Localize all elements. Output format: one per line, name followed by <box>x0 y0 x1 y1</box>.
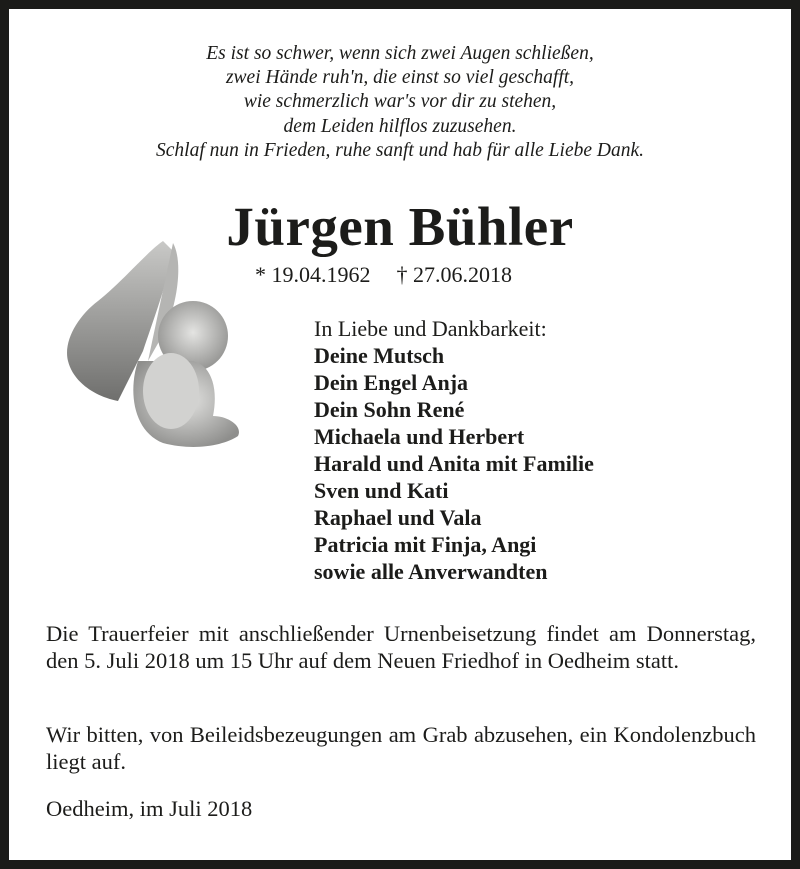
angel-image <box>53 231 248 471</box>
mourner: Michaela und Herbert <box>314 424 525 449</box>
deceased-name: Jürgen Bühler <box>226 196 574 257</box>
death-date: † 27.06.2018 <box>396 262 512 287</box>
poem <box>9 42 791 163</box>
poem-line: wie schmerzlich war's vor dir zu stehen, <box>243 91 557 113</box>
mourner: Dein Sohn René <box>314 397 465 422</box>
life-dates <box>255 262 538 288</box>
mourner: Sven und Kati <box>314 478 449 503</box>
mourner: Deine Mutsch <box>314 343 445 368</box>
mourner: Harald und Anita mit Familie <box>314 451 594 476</box>
poem-line: Es ist so schwer, wenn sich zwei Augen schließen, <box>206 43 594 64</box>
poem-line: dem Leiden hilflos zuzusehen. <box>283 115 517 137</box>
funeral-info: Die Trauerfeier mit anschließender Urnenbeisetzung findet am Donnerstag, den 5. Juli 2018 um 15 Uhr auf dem Neuen Friedhof in Oedheim statt. <box>46 621 756 673</box>
place-date: Oedheim, im Juli 2018 <box>46 796 253 821</box>
mourner: Dein Engel Anja <box>314 370 469 395</box>
mourner: sowie alle Anverwandten <box>314 559 548 584</box>
poem-line: Schlaf nun in Frieden, ruhe sanft und hab für alle Liebe Dank. <box>156 139 644 161</box>
mourners-list <box>314 342 594 585</box>
mourner: Raphael und Vala <box>314 505 482 530</box>
condolence-note: Wir bitten, von Beileidsbezeugungen am Grab abzusehen, ein Kondolenzbuch liegt auf. <box>46 722 756 774</box>
mourners-block <box>314 315 594 585</box>
birth-date: * 19.04.1962 <box>255 262 371 287</box>
poem-line: zwei Hände ruh'n, die einst so viel geschafft, <box>225 67 575 89</box>
mourner: Patricia mit Finja, Angi <box>314 532 537 557</box>
thanks-intro: In Liebe und Dankbarkeit: <box>314 316 547 341</box>
